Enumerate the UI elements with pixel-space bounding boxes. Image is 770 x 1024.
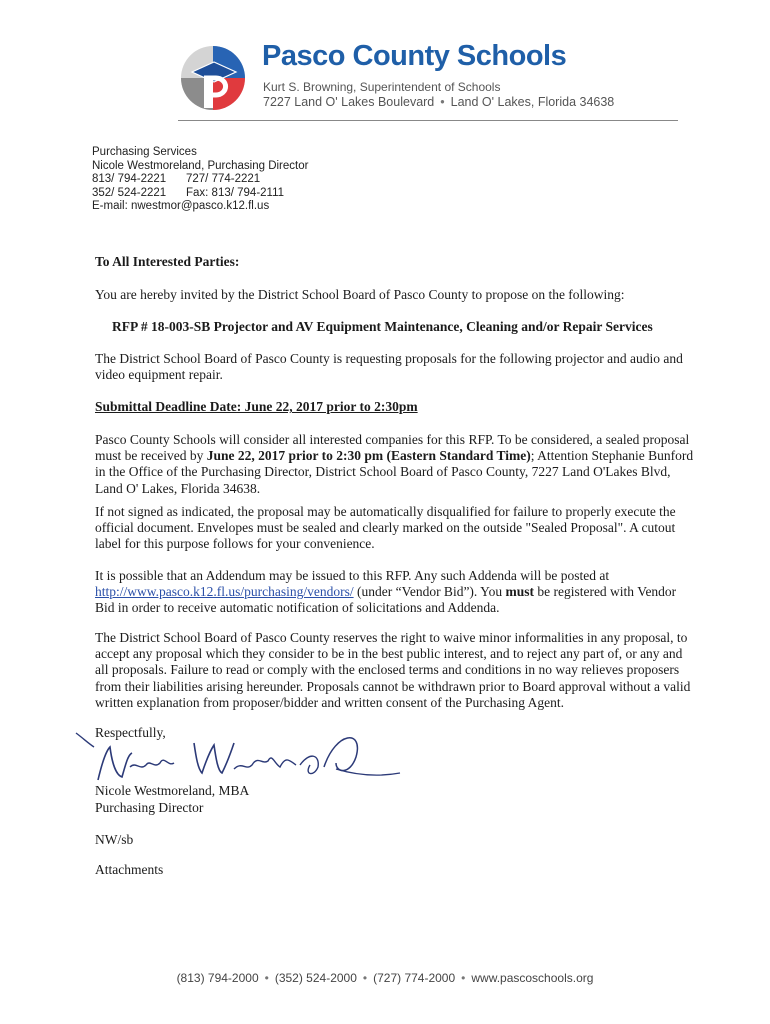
deadline-heading: Submittal Deadline Date: June 22, 2017 prior to 2:30pm xyxy=(95,399,418,414)
salutation: To All Interested Parties: xyxy=(95,254,240,269)
attachments: Attachments xyxy=(95,862,164,877)
footer-website[interactable]: www.pascoschools.org xyxy=(471,971,594,985)
email: E-mail: nwestmor@pasco.k12.fl.us xyxy=(92,200,270,213)
header-divider xyxy=(178,120,678,121)
fax: Fax: 813/ 794-2111 xyxy=(186,186,285,199)
superintendent-line: Kurt S. Browning, Superintendent of Schools xyxy=(263,80,501,94)
phone-1: 813/ 794-2221 xyxy=(92,173,167,186)
department: Purchasing Services xyxy=(92,146,197,158)
addendum-text-c: be registered with Vendor Bid in order to receive automatic notification of solicitations and Addenda. xyxy=(95,584,677,616)
pasco-schools-logo xyxy=(178,42,248,112)
address-city: Land O' Lakes, Florida 34638 xyxy=(450,95,615,109)
phone-3: 352/ 524-2221 xyxy=(92,186,167,199)
submission-text-a: Pasco County Schools will consider all interested companies for this RFP. To be considered, a sealed proposal must be received by xyxy=(95,432,690,464)
director: Nicole Westmoreland, Purchasing Director xyxy=(92,159,309,172)
addendum-must-bold: must xyxy=(505,584,534,600)
footer-phone-2: (352) 524-2000 xyxy=(274,971,357,985)
vendors-link[interactable]: http://www.pasco.k12.fl.us/purchasing/vendors/ xyxy=(95,584,354,600)
addendum-text-a: It is possible that an Addendum may be issued to this RFP. Any such Addenda will be posted at xyxy=(95,568,610,583)
org-name: Pasco County Schools xyxy=(262,40,567,72)
signer-title: Purchasing Director xyxy=(95,800,204,815)
intro-paragraph: You are hereby invited by the District School Board of Pasco County to propose on the following: xyxy=(95,287,625,302)
disqualification-paragraph: If not signed as indicated, the proposal may be automatically disqualified for failure to properly execute the official document. Envelopes must be sealed and clearly marked on the outside "Sealed Proposal". A cutout label for this purpose follows for your convenience. xyxy=(95,504,676,552)
footer-separator-3: • xyxy=(461,971,466,985)
submission-paragraph xyxy=(95,432,695,497)
initials: NW/sb xyxy=(95,832,134,847)
address-separator: • xyxy=(440,95,445,109)
footer-separator-1: • xyxy=(264,971,269,985)
addendum-text-b: (under “Vendor Bid”). You xyxy=(353,584,506,600)
signer-name: Nicole Westmoreland, MBA xyxy=(95,783,250,798)
contact-block xyxy=(92,146,308,214)
submission-text-b: ; Attention Stephanie Bunford in the Office of the Purchasing Director, District School Board of Pasco County, 7227 Land O'Lakes Blvd, Land O' Lakes, Florida 34638. xyxy=(95,448,694,496)
closing: Respectfully, xyxy=(95,725,166,740)
rfp-title: RFP # 18-003-SB Projector and AV Equipment Maintenance, Cleaning and/or Repair Services xyxy=(112,319,653,334)
footer-separator-2: • xyxy=(362,971,368,985)
submission-deadline-bold: June 22, 2017 prior to 2:30 pm (Eastern Standard Time) xyxy=(206,448,531,464)
phone-row-1 xyxy=(92,173,308,187)
footer-phone-3: (727) 774-2000 xyxy=(373,971,456,985)
phone-row-2 xyxy=(92,187,308,201)
phone-2: 727/ 774-2221 xyxy=(186,173,261,186)
address-line xyxy=(263,95,614,109)
reservation-paragraph: The District School Board of Pasco County reserves the right to waive minor informalities in any proposal, to accept any proposal which they consider to be in the best public interest, and to reject any part of, or any and all proposals. Failure to read or comply with the enclosed terms and conditions in no way relieves proposers from their liabilities arising hereunder. Proposals cannot be withdrawn prior to Board approval without a valid written explanation from proposer/bidder and written consent of the Purchasing Agent. xyxy=(95,630,691,710)
footer-phone-1: (813) 794-2000 xyxy=(176,971,259,985)
request-paragraph: The District School Board of Pasco County is requesting proposals for the following projector and audio and video equipment repair. xyxy=(95,351,683,383)
footer xyxy=(0,971,770,985)
addendum-paragraph xyxy=(95,568,695,617)
address-street: 7227 Land O' Lakes Boulevard xyxy=(263,95,435,109)
